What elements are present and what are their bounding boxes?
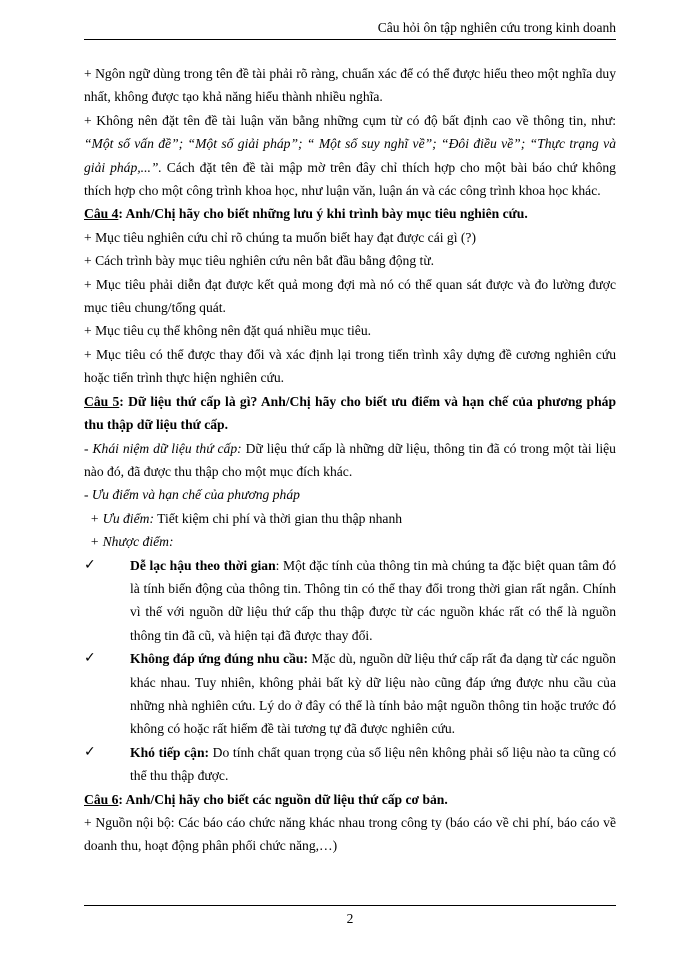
- question-heading: Câu 6: Anh/Chị hãy cho biết các nguồn dữ liệu thứ cấp cơ bản.: [84, 791, 448, 807]
- paragraph: + Ngôn ngữ dùng trong tên đề tài phải rõ ràng, chuẩn xác để có thể được hiểu theo một nghĩa duy nhất, không được tạo khả năng hiểu thành nhiều nghĩa.: [84, 66, 616, 105]
- check-item: ✓ Dễ lạc hậu theo thời gian: Một đặc tính của thông tin mà chúng ta đặc biệt quan tâm đó là tính biến động của thông tin. Thông tin có thể thay đổi trong thời gian rất ngắn. Chính vì thế với nguồn dữ liệu thứ cấp thu thập được từ các nguồn khác rất có thể là nguồn thông tin đã cũ, và hiện tại đã được thay đổi.: [84, 554, 616, 648]
- page-footer: [84, 905, 616, 929]
- paragraph: + Không nên đặt tên đề tài luận văn bằng những cụm từ có độ bất định cao về thông tin, như: “Một số vấn đề”; “Một số giải pháp”; “ Một số suy nghĩ về”; “Đôi điều về”; “Thực trạng và giải pháp,...”. Cách đặt tên đề tài mập mờ trên đây chỉ thích hợp cho một bài báo chứ không thích hợp cho một công trình khoa học, như luận văn, luận án và các công trình khoa học khác.: [84, 112, 616, 199]
- page-number: 2: [346, 911, 354, 926]
- definition: - Khái niệm dữ liệu thứ cấp: Dữ liệu thứ cấp là những dữ liệu, thông tin đã có trong một tài liệu nào đó, đã được thu thập cho một mục đích khác.: [84, 440, 616, 479]
- subheading: - Ưu điểm và hạn chế của phương pháp: [84, 487, 300, 503]
- advantage: + Ưu điểm: Tiết kiệm chi phí và thời gian thu thập nhanh: [90, 510, 403, 526]
- list-item: + Mục tiêu phải diễn đạt được kết quả mong đợi mà nó có thể quan sát được và đo lường được mục tiêu chung/tổng quát.: [84, 276, 616, 316]
- page-header: [84, 18, 616, 40]
- list-item: + Mục tiêu cụ thể không nên đặt quá nhiều mục tiêu.: [84, 323, 372, 339]
- checkmark-icon: ✓: [84, 556, 96, 573]
- list-item: + Mục tiêu nghiên cứu chỉ rõ chúng ta muốn biết hay đạt được cái gì (?): [84, 229, 476, 245]
- paragraph: + Nguồn nội bộ: Các báo cáo chức năng khác nhau trong công ty (báo cáo về chi phí, báo cáo về doanh thu, hoạt động phân phối chức năng,…): [84, 815, 616, 854]
- document-body: [84, 62, 616, 858]
- list-item: + Cách trình bày mục tiêu nghiên cứu nên bắt đầu bằng động từ.: [84, 253, 435, 269]
- list-item: + Mục tiêu có thể được thay đổi và xác định lại trong tiến trình xây dựng đề cương nghiên cứu hoặc tiến trình thực hiện nghiên cứu.: [84, 346, 616, 386]
- checkmark-icon: ✓: [84, 743, 96, 760]
- check-item: ✓ Không đáp ứng đúng nhu cầu: Mặc dù, nguồn dữ liệu thứ cấp rất đa dạng từ các nguồn khác nhau. Tuy nhiên, không phải bất kỳ dữ liệu nào cũng đáp ứng được nhu cầu của những nhà nghiên cứu. Lý do ở đây có thể là tính bảo mật nguồn thông tin hoặc trước đó không có hoặc rất hiếm đề tài tương tự đã được nghiên cứu.: [84, 647, 616, 741]
- question-heading: Câu 5: Dữ liệu thứ cấp là gì? Anh/Chị hãy cho biết ưu điểm và hạn chế của phương pháp thu thập dữ liệu thứ cấp.: [84, 393, 617, 433]
- question-heading: Câu 4: Anh/Chị hãy cho biết những lưu ý khi trình bày mục tiêu nghiên cứu.: [84, 206, 528, 222]
- check-item: ✓ Khó tiếp cận: Do tính chất quan trọng của số liệu nên không phải số liệu nào ta cũng có thể thu thập được.: [84, 741, 616, 788]
- header-title: Câu hỏi ôn tập nghiên cứu trong kinh doanh: [377, 20, 616, 35]
- disadvantage-label: + Nhược điểm:: [90, 534, 174, 550]
- checkmark-icon: ✓: [84, 650, 96, 667]
